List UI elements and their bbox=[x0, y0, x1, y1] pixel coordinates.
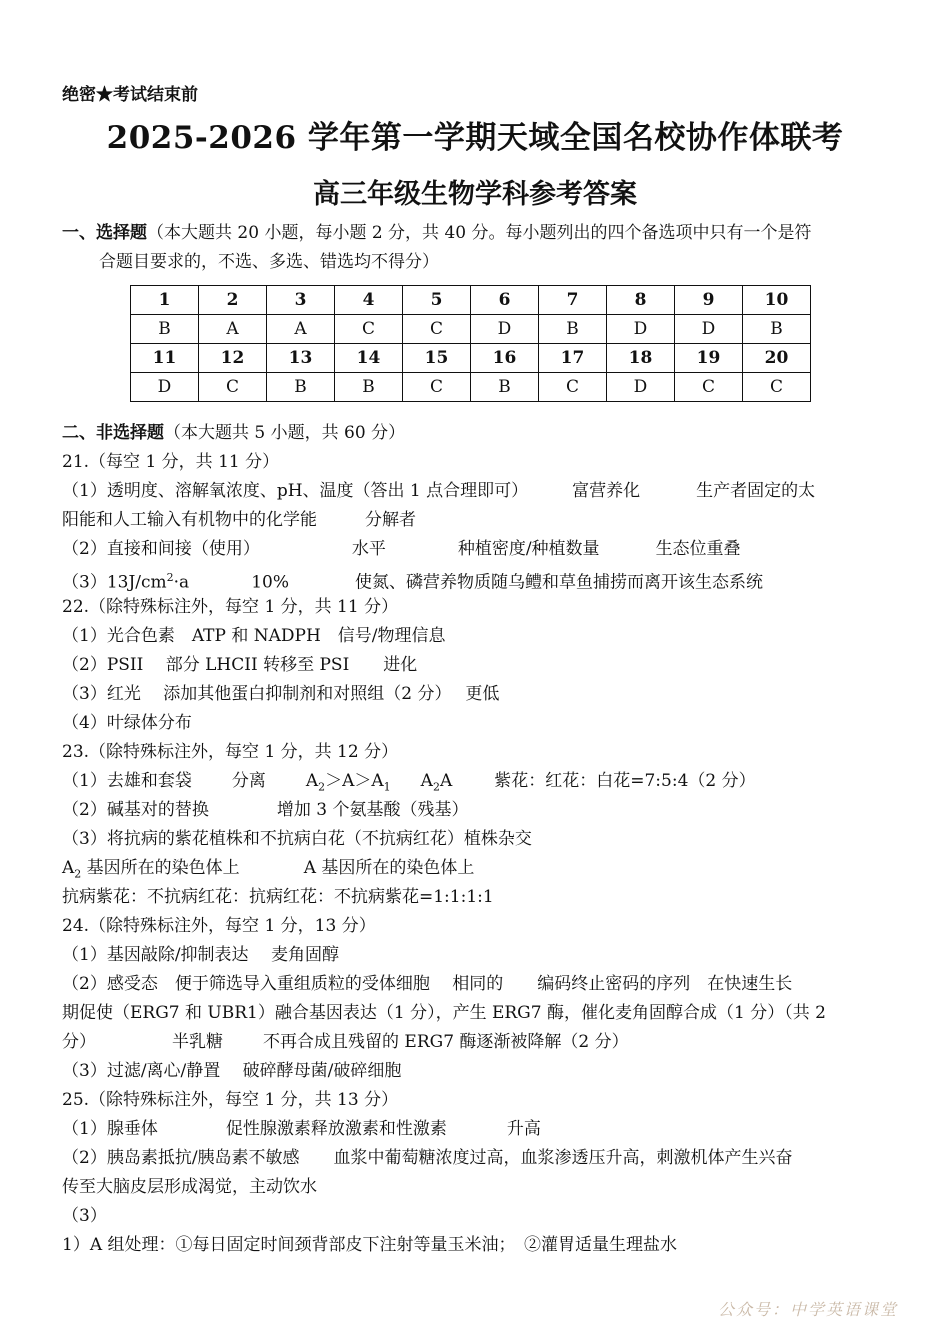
table-cell: C bbox=[199, 373, 267, 402]
subscript: 2 bbox=[432, 780, 440, 794]
table-cell: 8 bbox=[607, 286, 675, 315]
answer-text: 10% bbox=[251, 572, 289, 593]
table-cell: 9 bbox=[675, 286, 743, 315]
q22-line1: （1）光合色素 ATP 和 NADPH 信号/物理信息 bbox=[62, 626, 446, 646]
q21-line2 bbox=[62, 510, 416, 530]
table-cell: 7 bbox=[539, 286, 607, 315]
answer-text: 增加 3 个氨基酸（残基） bbox=[276, 800, 469, 820]
answer-text: 水平 bbox=[351, 539, 386, 559]
q25-line4: （3） bbox=[62, 1206, 107, 1226]
answer-text: 阳能和人工输入有机物中的化学能 bbox=[62, 510, 317, 530]
q23-line1 bbox=[62, 771, 756, 797]
section1-desc: （本大题共 20 小题，每小题 2 分，共 40 分。每小题列出的四个备选项中只有一个是符 bbox=[147, 223, 812, 243]
table-cell: 1 bbox=[131, 286, 199, 315]
table-cell: A bbox=[199, 315, 267, 344]
answer-text: （3）13J/cm bbox=[62, 572, 167, 593]
table-cell: B bbox=[471, 373, 539, 402]
table-cell: B bbox=[267, 373, 335, 402]
q25-line2: （2）胰岛素抵抗/胰岛素不敏感 血浆中葡萄糖浓度过高，血浆渗透压升高，刺激机体产生兴奋 bbox=[62, 1148, 793, 1168]
answer-text: 不再合成且残留的 ERG7 酶逐渐被降解（2 分） bbox=[263, 1032, 629, 1052]
table-cell: 13 bbox=[267, 344, 335, 373]
answer-table bbox=[130, 285, 811, 402]
section2-heading-line bbox=[62, 423, 405, 443]
table-row bbox=[131, 373, 811, 402]
superscript: 2 bbox=[166, 571, 174, 584]
section2-desc: （本大题共 5 小题，共 60 分） bbox=[164, 423, 406, 443]
answer-text: A bbox=[305, 771, 319, 791]
answer-text: （2）直接和间接（使用） bbox=[62, 539, 260, 559]
subscript: 2 bbox=[74, 867, 82, 881]
table-cell: C bbox=[743, 373, 811, 402]
q24-heading: 24.（除特殊标注外，每空 1 分，13 分） bbox=[62, 916, 376, 936]
answer-text: （1）腺垂体 bbox=[62, 1119, 158, 1139]
q25-line3: 传至大脑皮层形成渴觉，主动饮水 bbox=[62, 1177, 317, 1197]
q23-line2 bbox=[62, 800, 468, 820]
table-cell: 5 bbox=[403, 286, 471, 315]
q23-line5: 抗病紫花：不抗病红花：抗病红花：不抗病紫花=1:1:1:1 bbox=[62, 887, 494, 907]
answer-text: 促性腺激素释放激素和性激素 bbox=[225, 1119, 447, 1139]
q23-heading: 23.（除特殊标注外，每空 1 分，共 12 分） bbox=[62, 742, 399, 762]
answer-text: （1）透明度、溶解氧浓度、pH、温度（答出 1 点合理即可） bbox=[62, 481, 529, 501]
table-cell: 15 bbox=[403, 344, 471, 373]
answer-text: 生态位重叠 bbox=[655, 539, 741, 559]
answer-text: 使氮、磷营养物质随乌鳢和草鱼捕捞而离开该生态系统 bbox=[354, 572, 763, 593]
answer-text: 分） bbox=[62, 1032, 96, 1052]
table-cell: D bbox=[607, 315, 675, 344]
answer-text: （1）去雄和套袋 bbox=[62, 771, 192, 791]
answer-text: A 基因所在的染色体上 bbox=[303, 858, 475, 878]
table-cell: 17 bbox=[539, 344, 607, 373]
table-cell: C bbox=[335, 315, 403, 344]
table-cell: B bbox=[131, 315, 199, 344]
table-cell: 12 bbox=[199, 344, 267, 373]
confidential-label: 绝密★考试结束前 bbox=[62, 85, 198, 105]
table-cell: 11 bbox=[131, 344, 199, 373]
section1-heading: 一、选择题 bbox=[62, 223, 147, 243]
q24-line2: （2）感受态 便于筛选导入重组质粒的受体细胞 相同的 编码终止密码的序列 在快速生长 bbox=[62, 974, 793, 994]
q24-line1: （1）基因敲除/抑制表达 麦角固醇 bbox=[62, 945, 339, 965]
q25-line1 bbox=[62, 1119, 541, 1139]
q25-line5: 1）A 组处理：①每日固定时间颈背部皮下注射等量玉米油； ②灌胃适量生理盐水 bbox=[62, 1235, 677, 1255]
table-cell: 10 bbox=[743, 286, 811, 315]
table-cell: C bbox=[675, 373, 743, 402]
table-cell: A bbox=[267, 315, 335, 344]
answer-text: ＞A＞A bbox=[325, 771, 384, 791]
answer-text: （2）碱基对的替换 bbox=[62, 800, 209, 820]
answer-text: 分离 bbox=[231, 771, 266, 791]
table-cell: B bbox=[335, 373, 403, 402]
table-cell: 19 bbox=[675, 344, 743, 373]
table-cell: D bbox=[131, 373, 199, 402]
q21-heading: 21.（每空 1 分，共 11 分） bbox=[62, 452, 280, 472]
table-cell: B bbox=[539, 315, 607, 344]
section2-heading: 二、非选择题 bbox=[62, 423, 164, 443]
q22-line2: （2）PSII 部分 LHCII 转移至 PSI 进化 bbox=[62, 655, 418, 675]
answer-text: A bbox=[439, 771, 453, 791]
table-cell: D bbox=[471, 315, 539, 344]
page-title: 2025-2026 学年第一学期天域全国名校协作体联考 bbox=[106, 120, 844, 156]
answer-text: 升高 bbox=[506, 1119, 541, 1139]
answer-text: 紫花：红花：白花=7:5:4（2 分） bbox=[494, 771, 756, 791]
section1-heading-line bbox=[62, 223, 812, 243]
watermark: 公众号：中学英语课堂 bbox=[717, 1300, 898, 1319]
answer-text: 半乳糖 bbox=[172, 1032, 223, 1052]
section1-desc-cont: 合题目要求的，不选、多选、错选均不得分） bbox=[99, 252, 439, 272]
table-cell: 18 bbox=[607, 344, 675, 373]
table-cell: 3 bbox=[267, 286, 335, 315]
page-subtitle: 高三年级生物学科参考答案 bbox=[313, 179, 637, 210]
table-cell: 20 bbox=[743, 344, 811, 373]
q21-line1 bbox=[62, 481, 815, 501]
q21-line4 bbox=[62, 568, 763, 593]
q24-line4 bbox=[62, 1032, 629, 1052]
answer-text: 基因所在的染色体上 bbox=[81, 858, 240, 878]
table-cell: C bbox=[539, 373, 607, 402]
table-row bbox=[131, 286, 811, 315]
answer-text: 分解者 bbox=[365, 510, 416, 530]
table-cell: 6 bbox=[471, 286, 539, 315]
table-cell: C bbox=[403, 373, 471, 402]
q25-heading: 25.（除特殊标注外，每空 1 分，共 13 分） bbox=[62, 1090, 399, 1110]
table-cell: 4 bbox=[335, 286, 403, 315]
table-cell: D bbox=[675, 315, 743, 344]
q21-line3 bbox=[62, 539, 741, 559]
answer-text: 富营养化 bbox=[572, 481, 641, 501]
answer-text: ·a bbox=[173, 572, 190, 593]
table-cell: D bbox=[607, 373, 675, 402]
q23-line4 bbox=[62, 858, 474, 884]
table-row bbox=[131, 344, 811, 373]
subscript: 2 bbox=[318, 780, 326, 794]
subscript: 1 bbox=[383, 780, 391, 794]
q23-line3: （3）将抗病的紫花植株和不抗病白花（不抗病红花）植株杂交 bbox=[62, 829, 532, 849]
answer-text: 生产者固定的太 bbox=[696, 481, 816, 501]
q22-line4: （4）叶绿体分布 bbox=[62, 713, 192, 733]
q22-heading: 22.（除特殊标注外，每空 1 分，共 11 分） bbox=[62, 597, 399, 617]
table-cell: 16 bbox=[471, 344, 539, 373]
table-row bbox=[131, 315, 811, 344]
answer-text: 种植密度/种植数量 bbox=[457, 539, 600, 559]
q22-line3: （3）红光 添加其他蛋白抑制剂和对照组（2 分） 更低 bbox=[62, 684, 500, 704]
table-cell: B bbox=[743, 315, 811, 344]
q24-line3: 期促使（ERG7 和 UBR1）融合基因表达（1 分），产生 ERG7 酶，催化麦角固醇合成（1 分）（共 2 bbox=[62, 1003, 826, 1023]
answer-text: A bbox=[62, 858, 75, 878]
answer-text: A bbox=[420, 771, 433, 791]
q24-line5: （3）过滤/离心/静置 破碎酵母菌/破碎细胞 bbox=[62, 1061, 402, 1081]
table-cell: 2 bbox=[199, 286, 267, 315]
table-cell: 14 bbox=[335, 344, 403, 373]
table-cell: C bbox=[403, 315, 471, 344]
